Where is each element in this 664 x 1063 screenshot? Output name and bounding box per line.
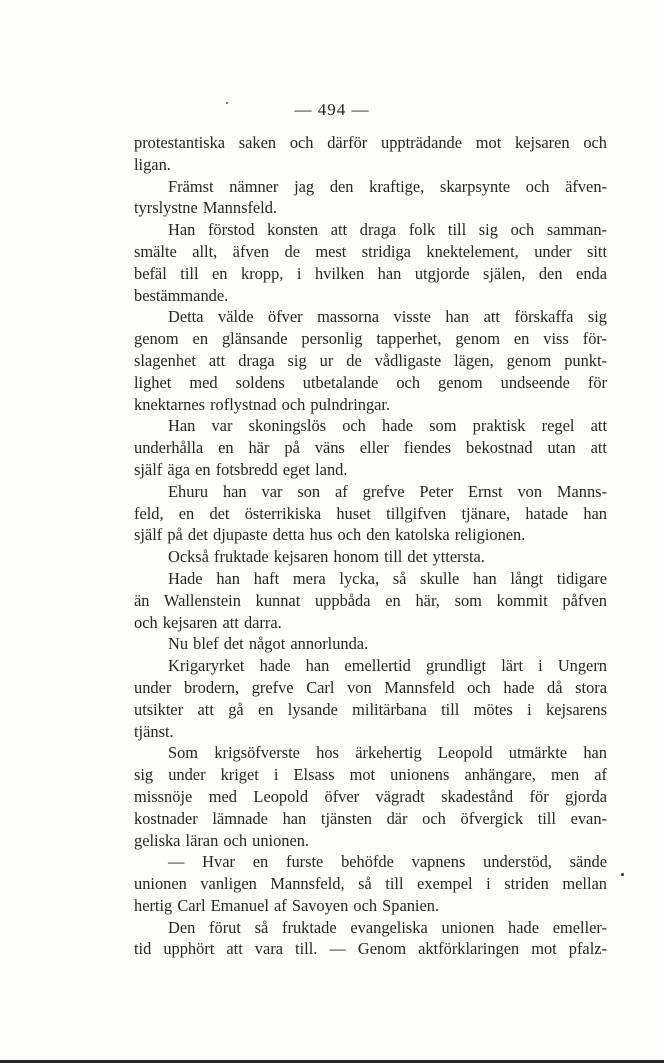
text-line: befäl till en kropp, i hvilken han utgjorde själen, den enda: [134, 263, 607, 283]
text-line: och kejsaren att darra.: [134, 612, 282, 632]
text-line: knektarnes roflystnad och pulndringar.: [134, 394, 391, 414]
text-line: Han var skoningslös och hade som praktisk regel att: [168, 416, 607, 436]
text-line: genom en glänsande personlig tapperhet, genom en viss för-: [134, 329, 607, 349]
text-line: under brodern, grefve Carl von Mannsfeld och hade då stora: [134, 677, 607, 697]
text-line: geliska läran och unionen.: [134, 830, 310, 850]
text-line: Nu blef det något annorlunda.: [168, 634, 369, 654]
text-line: ligan.: [134, 154, 171, 174]
text-line: kostnader lämnade han tjänsten där och öfvergick till evan-: [134, 808, 607, 828]
text-line: Krigaryrket hade han emellertid grundligt lärt i Ungern: [168, 656, 607, 676]
text-line: bestämmande.: [134, 285, 229, 305]
text-line: själf äga en fotsbredd eget land.: [134, 459, 348, 479]
text-line: unionen vanligen Mannsfeld, så till exempel i striden mellan: [134, 874, 607, 894]
text-line: slagenhet att draga sig ur de vådligaste lägen, genom punkt-: [134, 350, 607, 370]
text-line: tyrslystne Mannsfeld.: [134, 198, 278, 218]
text-line: utsikter att gå en lysande militärbana till mötes i kejsarens: [134, 699, 607, 719]
text-line: själf på det djupaste detta hus och den katolska religionen.: [134, 525, 526, 545]
text-line: Också fruktade kejsaren honom till det yttersta.: [168, 547, 485, 567]
text-line: Hade han haft mera lycka, så skulle han långt tidigare: [168, 568, 607, 588]
text-line: än Wallenstein kunnat uppbåda en här, som kommit påfven: [134, 590, 607, 610]
page-number: — 494 —: [294, 100, 370, 119]
text-line: underhålla en här på väns eller fiendes bekostnad utan att: [134, 438, 607, 458]
text-line: Den förut så fruktade evangeliska unionen hade emeller-: [168, 917, 607, 937]
text-line: feld, en det österrikiska huset tillgifven tjänare, hatade han: [134, 503, 607, 523]
text-line: sig under kriget i Elsass mot unionens anhängare, men af: [134, 765, 607, 785]
text-line: — Hvar en furste behöfde vapnens understöd, sände: [168, 852, 607, 872]
text-line: Främst nämner jag den kraftige, skarpsynte och äfven-: [168, 176, 607, 196]
text-line: tid upphört att vara till. — Genom aktförklaringen mot pfalz-: [134, 939, 607, 959]
text-line: Som krigsöfverste hos ärkehertig Leopold utmärkte han: [168, 743, 607, 763]
text-line: protestantiska saken och därför uppträdande mot kejsaren och: [134, 133, 607, 152]
speck-mark: [621, 873, 624, 876]
text-line: smälte allt, äfven de mest stridiga knektelement, under sitt: [134, 241, 607, 261]
text-line: tjänst.: [134, 721, 174, 741]
text-line: Ehuru han var son af grefve Peter Ernst von Manns-: [168, 481, 607, 501]
text-line: Detta välde öfver massorna visste han att förskaffa sig: [168, 307, 607, 327]
text-line: missnöje med Leopold öfver vägradt skadestånd för gjorda: [134, 786, 607, 806]
text-line: lighet med soldens utbetalande och genom undseende för: [134, 372, 607, 392]
text-line: Han förstod konsten att draga folk till sig och samman-: [168, 220, 607, 240]
text-line: hertig Carl Emanuel af Savoyen och Spanien.: [134, 895, 440, 915]
body-text: [134, 132, 607, 960]
